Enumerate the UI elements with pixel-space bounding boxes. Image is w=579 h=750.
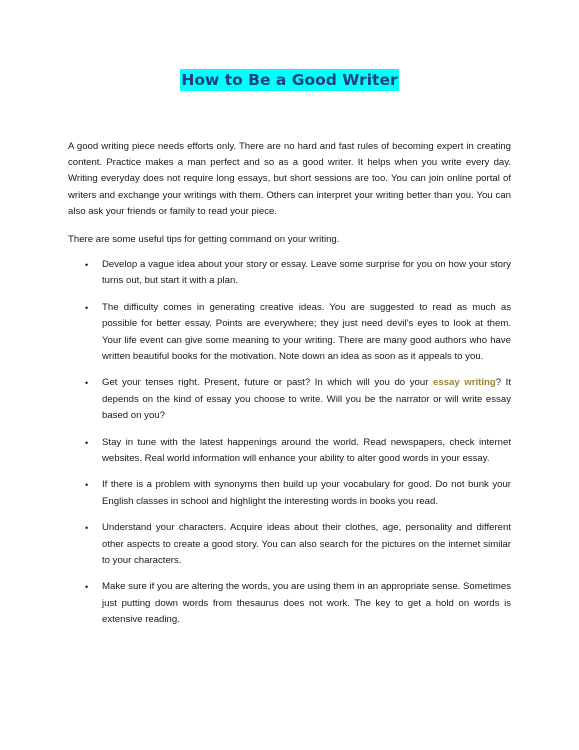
list-item — [68, 579, 511, 628]
list-item — [68, 300, 511, 365]
list-item — [68, 477, 511, 509]
essay-writing-link[interactable]: essay writing — [433, 377, 496, 389]
bullet-icon: • — [85, 582, 89, 593]
bullet-icon: • — [85, 437, 89, 448]
bullet-icon: • — [85, 378, 89, 389]
tip-text: Stay in tune with the latest happenings around the world. Read newspapers, check internet websites. Real world information will enhance your ability to alter good words in your essay. — [102, 436, 511, 464]
title-block — [0, 69, 579, 91]
list-item — [68, 257, 511, 289]
bullet-icon: • — [85, 480, 89, 491]
tip-text: Develop a vague idea about your story or essay. Leave some surprise for you on how your story turns out, but start it with a plan. — [102, 259, 511, 287]
bullet-icon: • — [85, 260, 89, 271]
list-item — [68, 520, 511, 569]
tip-text: If there is a problem with synonyms then build up your vocabulary for good. Do not bunk your English classes in school and highlight the interesting words in books you read. — [102, 479, 511, 507]
intro-paragraph: A good writing piece needs efforts only. There are no hard and fast rules of becoming expert in creating content. Practice makes a man perfect and so as a good writer. It helps when you write every day. Writing everyday does not require long essays, but short sessions are too. You can join online portal of writers and exchange your writings with them. Others can interpret your writing better than you. You can also ask your friends or family to read your piece. — [68, 141, 511, 217]
document-body — [68, 139, 511, 639]
bullet-icon: • — [85, 303, 89, 314]
tip-text-after: ? It depends on the kind of essay you choose to write. Will you be the narrator or will write essay based on you? — [102, 377, 511, 421]
list-item — [68, 435, 511, 467]
tip-text-before: Get your tenses right. Present, future or past? In which will you do your — [102, 377, 433, 389]
list-item — [68, 375, 511, 424]
lead-sentence: There are some useful tips for getting command on your writing. — [68, 234, 340, 246]
tip-text: Make sure if you are altering the words, you are using them in an appropriate sense. Sometimes just putting down words from thesaurus does not work. The key to get a hold on words is extensive reading. — [102, 581, 511, 625]
bullet-icon: • — [85, 523, 89, 534]
tip-text: Understand your characters. Acquire ideas about their clothes, age, personality and different other aspects to create a good story. You can also search for the pictures on the internet similar to your characters. — [102, 522, 511, 566]
tip-text: The difficulty comes in generating creative ideas. You are suggested to read as much as possible for better essay. Points are everywhere; they just need devil’s eyes to look at them. Your life event can give some meaning to your writing. There are many good authors who have written beautiful books for the motivation. Note down an idea as soon as it appeals to you. — [102, 302, 511, 362]
document-title: How to Be a Good Writer — [181, 71, 398, 89]
tips-list — [68, 257, 511, 628]
